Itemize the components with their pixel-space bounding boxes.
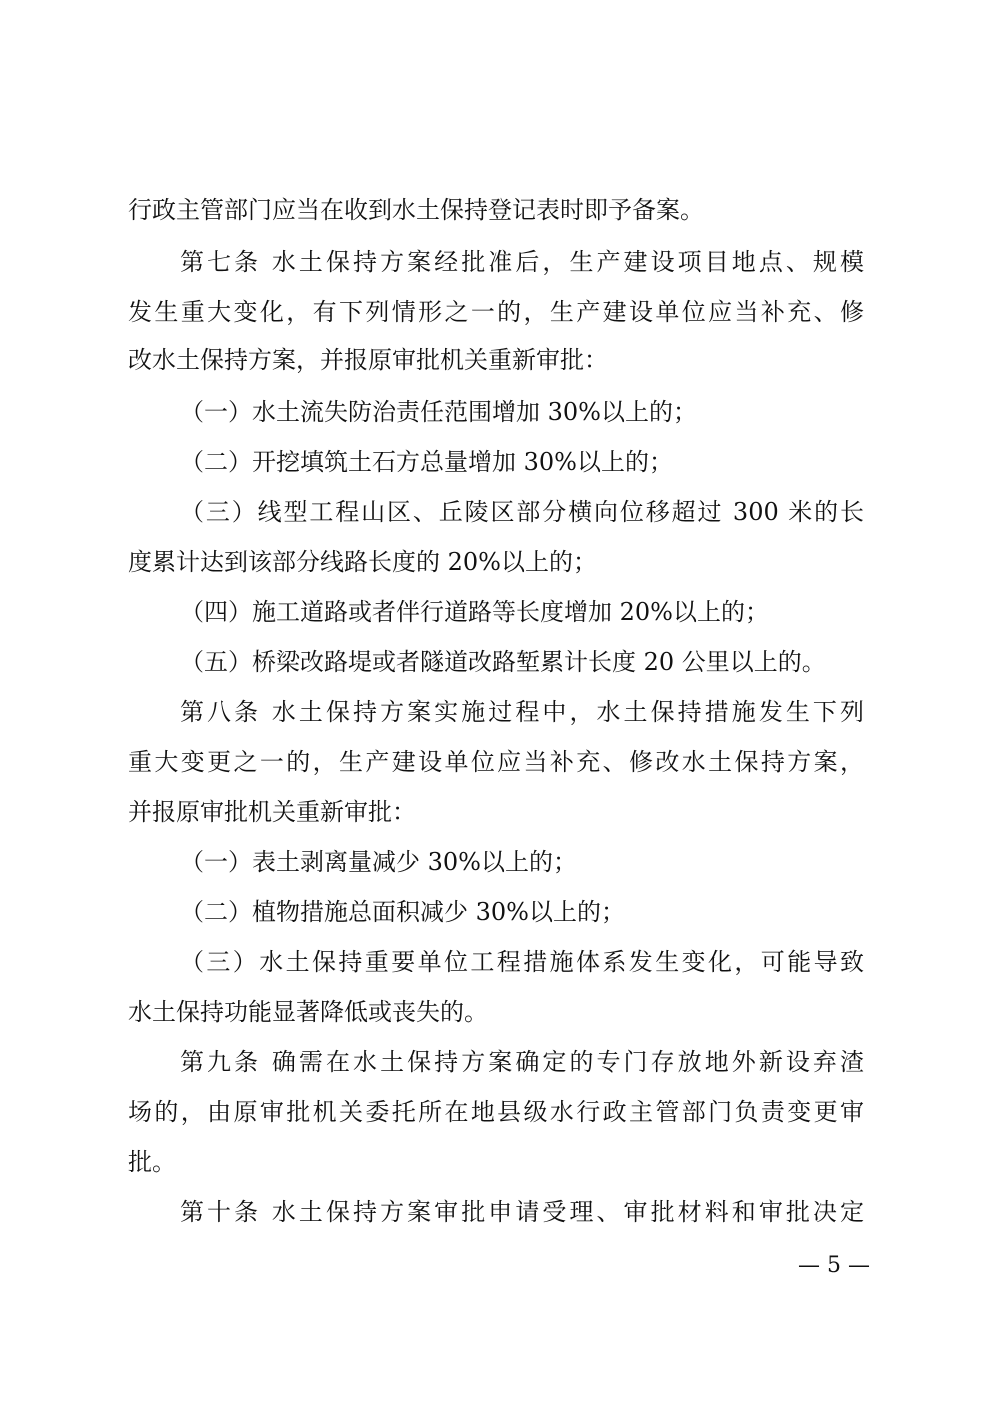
list-item: （一）水土流失防治责任范围增加 30%以上的； bbox=[180, 398, 697, 426]
list-item: （三）线型工程山区、丘陵区部分横向位移超过 300 米的长 bbox=[180, 498, 864, 526]
text-line: 并报原审批机关重新审批： bbox=[128, 798, 416, 826]
list-item: （四）施工道路或者伴行道路等长度增加 20%以上的； bbox=[180, 598, 769, 626]
text-line: 度累计达到该部分线路长度的 20%以上的； bbox=[128, 548, 597, 576]
text-line: 改水土保持方案，并报原审批机关重新审批： bbox=[128, 346, 608, 374]
list-item: （一）表土剥离量减少 30%以上的； bbox=[180, 848, 577, 876]
text-line: 水土保持功能显著降低或丧失的。 bbox=[128, 998, 488, 1026]
text-line: 重大变更之一的，生产建设单位应当补充、修改水土保持方案， bbox=[128, 748, 864, 776]
list-item: （二）植物措施总面积减少 30%以上的； bbox=[180, 898, 625, 926]
text-line: 批。 bbox=[128, 1148, 176, 1176]
list-item: （五）桥梁改路堤或者隧道改路堑累计长度 20 公里以上的。 bbox=[180, 648, 826, 676]
page-number: — 5 — bbox=[798, 1253, 870, 1278]
list-item: （二）开挖填筑土石方总量增加 30%以上的； bbox=[180, 448, 673, 476]
text-line: 发生重大变化，有下列情形之一的，生产建设单位应当补充、修 bbox=[128, 298, 864, 326]
article-10-heading-line: 第十条 水土保持方案审批申请受理、审批材料和审批决定 bbox=[180, 1198, 864, 1226]
list-item: （三）水土保持重要单位工程措施体系发生变化，可能导致 bbox=[180, 948, 864, 976]
article-8-heading-line: 第八条 水土保持方案实施过程中，水土保持措施发生下列 bbox=[180, 698, 864, 726]
text-line: 场的，由原审批机关委托所在地县级水行政主管部门负责变更审 bbox=[128, 1098, 864, 1126]
text-line: 行政主管部门应当在收到水土保持登记表时即予备案。 bbox=[128, 196, 704, 224]
article-7-heading-line: 第七条 水土保持方案经批准后，生产建设项目地点、规模 bbox=[180, 248, 864, 276]
article-9-heading-line: 第九条 确需在水土保持方案确定的专门存放地外新设弃渣 bbox=[180, 1048, 864, 1076]
